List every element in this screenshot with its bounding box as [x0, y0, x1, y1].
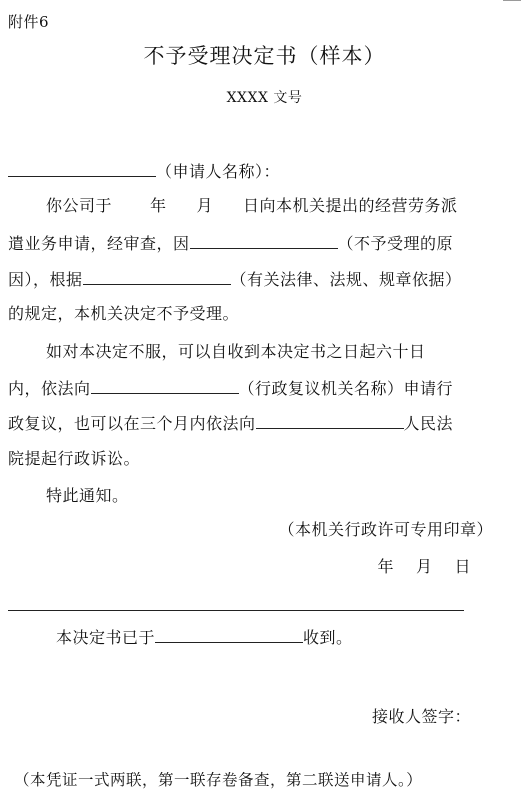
review-authority-blank: [91, 377, 239, 394]
para2-text: 政复议，也可以在三个月内依法向: [8, 414, 256, 433]
seal-note: （本机关行政许可专用印章）: [278, 520, 493, 539]
year-label: 年: [150, 196, 167, 215]
cut-line: [8, 610, 464, 611]
para1-text: （有关法律、法规、规章依据）: [230, 270, 462, 289]
reason-blank: [190, 232, 338, 249]
date-day-label: 日: [454, 557, 471, 576]
salutation: [8, 160, 280, 182]
para1-line3: [8, 268, 462, 290]
signature-label: 接收人签字：: [371, 707, 471, 726]
legal-basis-blank: [83, 268, 231, 285]
para1-text: 遣业务申请，经审查，因: [8, 234, 190, 253]
date-year-label: 年: [377, 557, 394, 576]
para2-text: 人民法: [403, 414, 454, 433]
para2-line3: [8, 412, 453, 434]
court-name-blank: [256, 412, 404, 429]
para1-line1: [46, 196, 458, 216]
issue-date: [377, 557, 471, 577]
para1-line2: [8, 232, 453, 254]
para1-text: 你公司于: [46, 196, 113, 215]
document-number: XXXX 文号: [226, 90, 303, 106]
attachment-label: 附件6: [8, 13, 50, 31]
para1-line4: 的规定，本机关决定不予受理。: [8, 304, 240, 323]
para2-line4: 院提起行政诉讼。: [8, 449, 141, 468]
para2-text: （行政复议机关名称）申请行: [238, 379, 454, 398]
receipt-date-blank: [155, 626, 303, 643]
para1-text: 日向本机关提出的经营劳务派: [243, 196, 458, 215]
date-month-label: 月: [415, 557, 433, 576]
document-title: 不予受理决定书（样本）: [143, 44, 386, 68]
para1-text: （不予受理的原: [337, 234, 454, 253]
para2-line2: [8, 377, 453, 399]
receipt-text: 收到。: [303, 628, 353, 647]
receipt-text: 本决定书已于: [56, 628, 156, 647]
para2-line1: 如对本决定不服，可以自收到本决定书之日起六十日: [46, 342, 426, 361]
month-label: 月: [196, 196, 214, 215]
para2-text: 内，依法向: [8, 379, 91, 398]
para1-text: 因），根据: [8, 270, 83, 289]
footnote: （本凭证一式两联，第一联存卷备查，第二联送申请人。）: [14, 771, 423, 789]
applicant-name-blank: [8, 160, 156, 177]
corner-crop-mark: [503, 0, 521, 13]
receipt-line: [56, 626, 353, 648]
salutation-suffix: （申请人名称）：: [156, 162, 281, 181]
notice-text: 特此通知。: [46, 486, 129, 505]
